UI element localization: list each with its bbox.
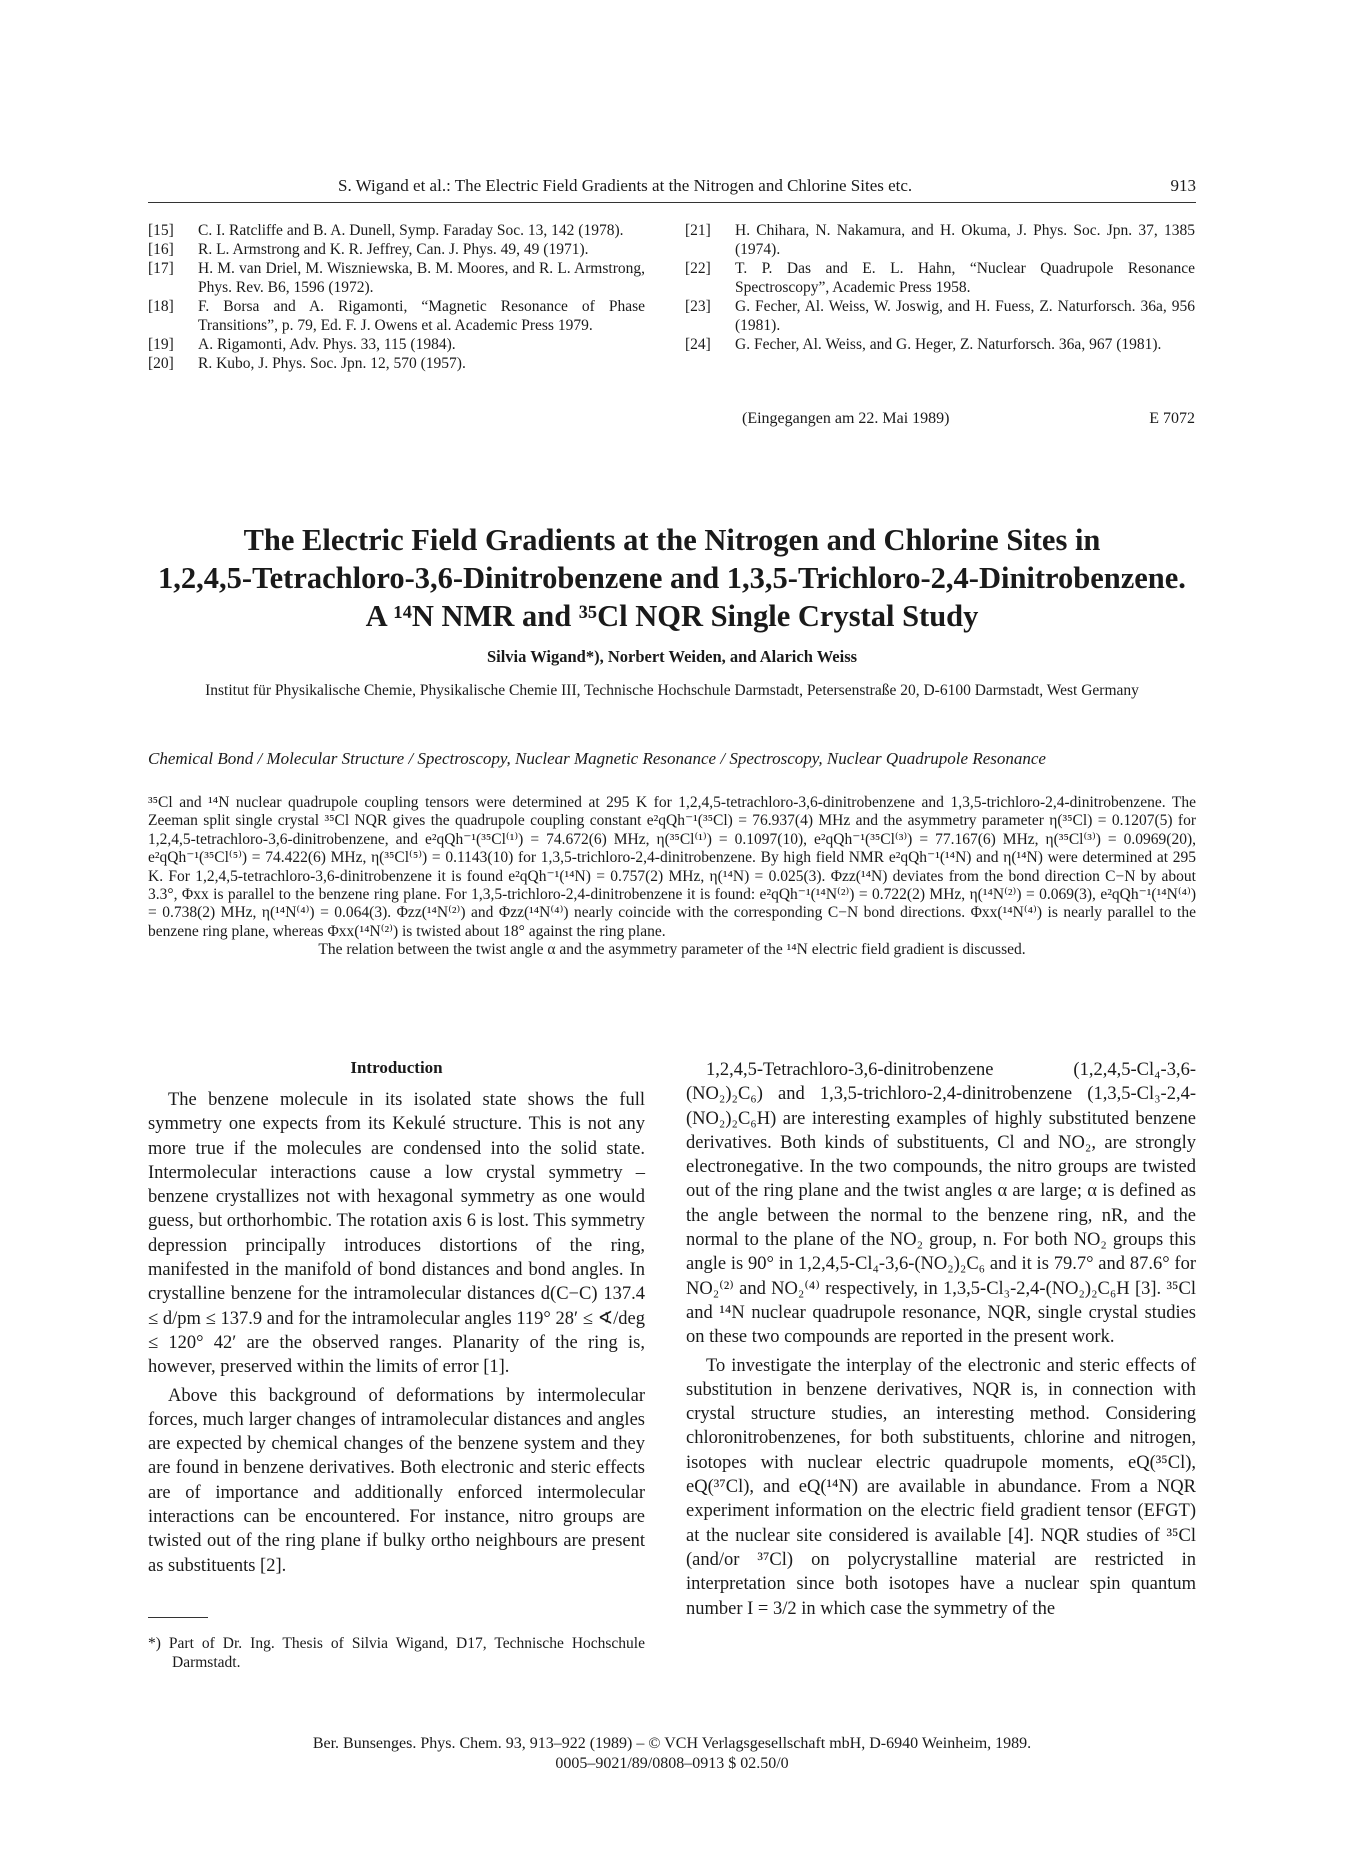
body-paragraph: The benzene molecule in its isolated state shows the full symmetry one expects from its Kekulé structure. This is not any more true if the molecules are condensed into the solid state. Intermolecular interactions cause a low crystal symmetry – benzene crystallizes not with hexagonal symmetry as one would guess, but orthorhombic. The rotation axis 6 is lost. This symmetry depression principally introduces distortions of the ring, manifested in the manifold of bond distances and bond angles. In crystalline benzene for the intramolecular distances d(C−C) 137.4 ≤ d/pm ≤ 137.9 and for the intramolecular angles 119° 28′ ≤ ∢/deg ≤ 120° 42′ are the observed ranges. Planarity of the ring is, however, preserved within the limits of error [1]. [148, 1090, 645, 1378]
abstract-last-line: The relation between the twist angle α and the asymmetry parameter of the ¹⁴N electric field gradient is discussed. [318, 941, 1026, 959]
affiliation: Institut für Physikalische Chemie, Physikalische Chemie III, Technische Hochschule Darmstadt, Petersenstraße 20, D-6100 Darmstadt, West Germany [205, 682, 1139, 699]
reference-number: [21] [685, 222, 711, 239]
footnote-rule [148, 1617, 208, 1618]
reference-list-right [685, 221, 1195, 354]
reference-item [148, 221, 645, 240]
running-head-title: S. Wigand et al.: The Electric Field Gradients at the Nitrogen and Chlorine Sites etc. [338, 176, 913, 195]
reference-text: H. Chihara, N. Nakamura, and H. Okuma, J. Phys. Soc. Jpn. 37, 1385 (1974). [735, 222, 1195, 258]
reference-list-left [148, 221, 645, 373]
abstract [148, 794, 1196, 960]
header-rule [148, 202, 1196, 203]
reference-text: T. P. Das and E. L. Hahn, “Nuclear Quadrupole Resonance Spectroscopy”, Academic Press 1958. [735, 260, 1195, 296]
manuscript-code: E 7072 [1149, 410, 1195, 427]
reference-number: [18] [148, 298, 174, 315]
running-head [148, 176, 1196, 200]
journal-footer [148, 1734, 1196, 1774]
reference-item [148, 335, 645, 354]
reference-number: [17] [148, 260, 174, 277]
reference-item [685, 259, 1195, 297]
section-heading: Introduction [350, 1058, 443, 1077]
reference-item [148, 354, 645, 373]
author-list: Silvia Wigand*), Norbert Weiden, and Alarich Weiss [486, 647, 858, 666]
reference-text: F. Borsa and A. Rigamonti, “Magnetic Resonance of Phase Transitions”, p. 79, Ed. F. J. Owens et al. Academic Press 1979. [198, 298, 645, 334]
title-line: 1,2,4,5-Tetrachloro-3,6-Dinitrobenzene and 1,3,5-Trichloro-2,4-Dinitrobenzene. [158, 561, 1186, 595]
issn-line: 0005–9021/89/0808–0913 $ 02.50/0 [555, 1755, 789, 1772]
citation-line: Ber. Bunsenges. Phys. Chem. 93, 913–922 (1989) – © VCH Verlagsgesellschaft mbH, D-6940 Weinheim, 1989. [312, 1735, 1032, 1752]
page-number: 913 [1170, 176, 1196, 195]
abstract-body: ³⁵Cl and ¹⁴N nuclear quadrupole coupling tensors were determined at 295 K for 1,2,4,5-tetrachloro-3,6-dinitrobenzene and 1,3,5-trichloro-2,4-dinitrobenzene. The Zeeman split single crystal ³⁵Cl NQR gives the quadrupole coupling constant e²qQh⁻¹(³⁵Cl) = 76.937(4) MHz and the asymmetry parameter η(³⁵Cl) = 0.1207(5) for 1,2,4,5-tetrachloro-3,6-dinitrobenzene, and e²qQh⁻¹(³⁵Cl⁽¹⁾) = 74.672(6) MHz, η(³⁵Cl⁽¹⁾) = 0.1097(10), e²qQh⁻¹(³⁵Cl⁽³⁾) = 77.167(6) MHz, η(³⁵Cl⁽³⁾) = 0.0969(20), e²qQh⁻¹(³⁵Cl⁽⁵⁾) = 74.422(6) MHz, η(³⁵Cl⁽⁵⁾) = 0.1143(10) for 1,3,5-trichloro-2,4-dinitrobenzene. By high field NMR e²qQh⁻¹(¹⁴N) and η(¹⁴N) were determined at 295 K. For 1,2,4,5-tetrachloro-3,6-dinitrobenzene it is found e²qQh⁻¹(¹⁴N) = 0.757(2) MHz, η(¹⁴N) = 0.025(3). Φzz(¹⁴N) deviates from the bond direction C−N by about 3.3°, Φxx is parallel to the benzene ring plane. For 1,3,5-trichloro-2,4-dinitrobenzene it is found: e²qQh⁻¹(¹⁴N⁽²⁾) = 0.722(2) MHz, η(¹⁴N⁽²⁾) = 0.069(3), e²qQh⁻¹(¹⁴N⁽⁴⁾) = 0.738(2) MHz, η(¹⁴N⁽⁴⁾) = 0.064(3). Φzz(¹⁴N⁽²⁾) and Φzz(¹⁴N⁽⁴⁾) nearly coincide with the corresponding C−N bond directions. Φxx(¹⁴N⁽⁴⁾) is nearly parallel to the benzene ring plane, whereas Φxx(¹⁴N⁽²⁾) is twisted about 18° against the ring plane. [148, 794, 1196, 940]
reference-number: [20] [148, 355, 174, 372]
keywords: Chemical Bond / Molecular Structure / Spectroscopy, Nuclear Magnetic Resonance / Spectroscopy, Nuclear Quadrupole Resonance [148, 749, 1046, 768]
reference-item [685, 297, 1195, 335]
reference-item [148, 297, 645, 335]
reference-number: [15] [148, 222, 174, 239]
title-line: The Electric Field Gradients at the Nitrogen and Chlorine Sites in [243, 523, 1101, 557]
reference-item [148, 240, 645, 259]
reference-text: H. M. van Driel, M. Wiszniewska, B. M. Moores, and R. L. Armstrong, Phys. Rev. B6, 1596 (1972). [198, 260, 645, 296]
title-line: A ¹⁴N NMR and ³⁵Cl NQR Single Crystal Study [365, 599, 979, 633]
reference-item [148, 259, 645, 297]
reference-number: [23] [685, 298, 711, 315]
body-paragraph: 1,2,4,5-Tetrachloro-3,6-dinitrobenzene (1,2,4,5-Cl₄-3,6-(NO₂)₂C₆) and 1,3,5-trichloro-2,4-dinitrobenzene (1,3,5-Cl₃-2,4-(NO₂)₂C₆H) are interesting examples of highly substituted benzene derivatives. Both kinds of substituents, Cl and NO₂, are strongly electronegative. In the two compounds, the nitro groups are twisted out of the ring plane and the twist angles α are large; α is defined as the angle between the normal to the benzene ring, nR, and the normal to the plane of the NO₂ group, n. For both NO₂ groups this angle is 90° in 1,2,4,5-Cl₄-3,6-(NO₂)₂C₆ and it is 79.7° and 87.6° for NO₂⁽²⁾ and NO₂⁽⁴⁾ respectively, in 1,3,5-Cl₃-2,4-(NO₂)₂C₆H [3]. ³⁵Cl and ¹⁴N nuclear quadrupole resonance, NQR, single crystal studies on these two compounds are reported in the present work. [686, 1060, 1196, 1348]
reference-text: G. Fecher, Al. Weiss, and G. Heger, Z. Naturforsch. 36a, 967 (1981). [735, 336, 1162, 353]
reference-number: [19] [148, 336, 174, 353]
reference-text: G. Fecher, Al. Weiss, W. Joswig, and H. Fuess, Z. Naturforsch. 36a, 956 (1981). [735, 298, 1195, 334]
reference-number: [22] [685, 260, 711, 277]
reference-text: R. Kubo, J. Phys. Soc. Jpn. 12, 570 (1957). [198, 355, 466, 372]
received-date [742, 410, 1195, 428]
body-paragraph: Above this background of deformations by intermolecular forces, much larger changes of intramolecular distances and angles are expected by chemical changes of the benzene system and they are found in benzene derivatives. Both electronic and steric effects are of importance and additionally enforced intermolecular interactions can be encountered. For instance, nitro groups are twisted out of the ring plane if bulky ortho neighbours are present as substituents [2]. [148, 1385, 645, 1576]
reference-text: C. I. Ratcliffe and B. A. Dunell, Symp. Faraday Soc. 13, 142 (1978). [198, 222, 624, 239]
body-paragraph: To investigate the interplay of the electronic and steric effects of substitution in benzene derivatives, NQR is, in connection with crystal structure studies, an interesting method. Considering chloronitrobenzenes, for both substituents, chlorine and nitrogen, isotopes with nuclear electric quadrupole moments, eQ(³⁵Cl), eQ(³⁷Cl), and eQ(¹⁴N) are available in abundance. From a NQR experiment information on the electric field gradient tensor (EFGT) at the nuclear site considered is available [4]. NQR studies of ³⁵Cl (and/or ³⁷Cl) on polycrystalline material are restricted in interpretation since both isotopes have a nuclear spin quantum number I = 3/2 in which case the symmetry of the [686, 1355, 1196, 1619]
reference-text: A. Rigamonti, Adv. Phys. 33, 115 (1984). [198, 336, 456, 353]
article-title [148, 521, 1196, 635]
reference-item [685, 221, 1195, 259]
body-column-left [148, 1088, 645, 1578]
reference-number: [24] [685, 336, 711, 353]
reference-number: [16] [148, 241, 174, 258]
received-text: (Eingegangen am 22. Mai 1989) [742, 410, 950, 427]
reference-text: R. L. Armstrong and K. R. Jeffrey, Can. J. Phys. 49, 49 (1971). [198, 241, 589, 258]
reference-item [685, 335, 1195, 354]
footnote: *) Part of Dr. Ing. Thesis of Silvia Wigand, D17, Technische Hochschule Darmstadt. [148, 1635, 645, 1671]
body-column-right [686, 1058, 1196, 1621]
